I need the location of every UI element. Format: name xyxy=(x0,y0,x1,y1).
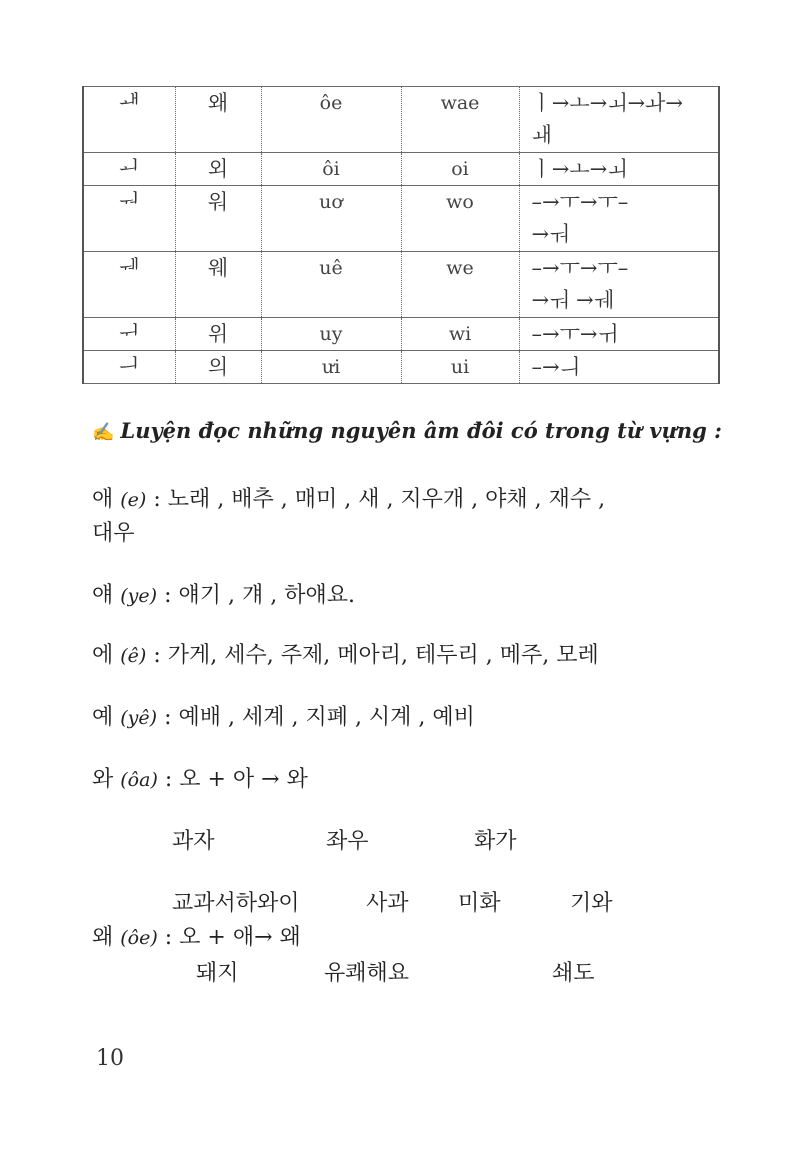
vietnamese-text: ôe xyxy=(319,92,343,114)
vietnamese-text: uê xyxy=(319,257,343,279)
vowel-text: ᅴ xyxy=(119,355,140,379)
vietnamese-text: uơ xyxy=(319,191,343,213)
stroke-steps-cell xyxy=(519,186,719,252)
example-text: 의 xyxy=(207,355,229,379)
vietnamese-text: ưi xyxy=(321,356,341,378)
wa-word: 과자 xyxy=(172,829,215,854)
stroke-steps-text: –→ㅢ xyxy=(531,355,580,379)
wae-word: 돼지 xyxy=(196,961,239,986)
example-words: : 오 + 아 → 와 xyxy=(164,767,308,792)
vowel-label: 왜 xyxy=(92,925,114,950)
romanization-text: wae xyxy=(440,92,480,114)
stroke-steps-cell xyxy=(519,153,719,186)
romanization: (yê) xyxy=(120,707,158,729)
romanization-cell xyxy=(401,186,519,252)
table-row xyxy=(83,318,719,351)
vowel-cell xyxy=(83,351,175,384)
vowel-cell xyxy=(83,186,175,252)
line-wae xyxy=(92,920,301,951)
stroke-steps-text: ㅣ→ㅗ→ㅚ xyxy=(531,157,628,181)
practice-heading xyxy=(92,418,732,443)
example-text: 웨 xyxy=(207,256,229,280)
romanization-cell xyxy=(401,318,519,351)
example-words: : 예배 , 세계 , 지폐 , 시계 , 예비 xyxy=(164,705,475,730)
stroke-steps-cell xyxy=(519,87,719,153)
romanization-text: ui xyxy=(450,356,470,378)
line-yae xyxy=(92,578,355,609)
line-ae xyxy=(92,482,605,513)
wae-word: 쇄도 xyxy=(552,961,595,986)
stroke-steps-text: –→ㅜ→ㅜ– →ㅝ xyxy=(531,190,629,246)
page-number: 10 xyxy=(96,1046,124,1071)
romanization-cell xyxy=(401,252,519,318)
line-e xyxy=(92,638,599,669)
line-ae-continued: 대우 xyxy=(92,521,135,546)
romanization-text: wi xyxy=(448,323,472,345)
stroke-steps-text: –→ㅜ→ㅜ– →ㅝ →ㅞ xyxy=(531,256,629,312)
example-words: : 노래 , 배추 , 매미 , 새 , 지우개 , 야채 , 재수 , xyxy=(153,487,606,512)
stroke-steps-cell xyxy=(519,351,719,384)
wa-word: 사과 xyxy=(366,891,409,916)
vietnamese-cell xyxy=(261,351,401,384)
romanization-cell xyxy=(401,351,519,384)
vowel-label: 와 xyxy=(92,767,114,792)
vowel-label: 애 xyxy=(92,487,114,512)
vowel-text: ᅯ xyxy=(119,190,140,214)
wa-word: 화가 xyxy=(474,829,517,854)
heading-text: Luyện đọc những nguyên âm đôi có trong từ vựng : xyxy=(120,418,722,443)
example-cell xyxy=(175,87,261,153)
romanization-cell xyxy=(401,153,519,186)
table-row xyxy=(83,186,719,252)
wa-word: 미화 xyxy=(458,891,501,916)
vietnamese-cell xyxy=(261,186,401,252)
vietnamese-cell xyxy=(261,318,401,351)
example-cell xyxy=(175,351,261,384)
romanization-text: wo xyxy=(446,191,474,213)
example-words: : 오 + 애→ 왜 xyxy=(164,925,301,950)
romanization: (ôa) xyxy=(120,769,158,791)
table-row xyxy=(83,351,719,384)
stroke-steps-text: –→ㅜ→ㅟ xyxy=(531,322,618,346)
romanization: (ê) xyxy=(120,645,147,667)
vietnamese-cell xyxy=(261,87,401,153)
stroke-steps-cell xyxy=(519,252,719,318)
vowel-cell xyxy=(83,252,175,318)
vietnamese-cell xyxy=(261,153,401,186)
romanization: (e) xyxy=(120,489,147,511)
wa-word: 교과서하와이 xyxy=(172,891,300,916)
line-wa xyxy=(92,762,308,793)
vietnamese-cell xyxy=(261,252,401,318)
vietnamese-text: uy xyxy=(319,323,343,345)
romanization-cell xyxy=(401,87,519,153)
vowel-text: ᅱ xyxy=(119,322,140,346)
table-row xyxy=(83,153,719,186)
example-cell xyxy=(175,318,261,351)
example-words: : 얘기 , 걔 , 하얘요. xyxy=(164,583,355,608)
example-words: : 가게, 세수, 주제, 메아리, 테두리 , 메주, 모레 xyxy=(153,643,599,668)
example-text: 외 xyxy=(207,157,229,181)
line-ye xyxy=(92,700,475,731)
vowel-text: ᅫ xyxy=(119,91,140,115)
vowel-text: ᅬ xyxy=(119,157,140,181)
wa-word: 좌우 xyxy=(326,829,369,854)
vowel-label: 에 xyxy=(92,643,114,668)
stroke-steps-cell xyxy=(519,318,719,351)
example-cell xyxy=(175,153,261,186)
pen-nib-icon: ✍ xyxy=(92,422,115,443)
romanization: (ôe) xyxy=(120,927,158,949)
wae-word: 유쾌해요 xyxy=(324,961,410,986)
table-row xyxy=(83,252,719,318)
vowel-cell xyxy=(83,318,175,351)
vowel-text: ᅰ xyxy=(119,256,140,280)
vowel-cell xyxy=(83,153,175,186)
vowel-label: 얘 xyxy=(92,583,114,608)
diphthong-table xyxy=(82,86,720,384)
romanization-text: we xyxy=(446,257,474,279)
romanization: (ye) xyxy=(120,585,158,607)
example-text: 위 xyxy=(207,322,229,346)
wa-word: 기와 xyxy=(570,891,613,916)
romanization-text: oi xyxy=(451,158,469,180)
vowel-cell xyxy=(83,87,175,153)
stroke-steps-text: ㅣ→ㅗ→ㅚ→ㅘ→ ㅙ xyxy=(531,91,684,147)
example-text: 워 xyxy=(207,190,229,214)
vowel-label: 예 xyxy=(92,705,114,730)
example-text: 왜 xyxy=(207,91,229,115)
example-cell xyxy=(175,186,261,252)
table-row xyxy=(83,87,719,153)
vietnamese-text: ôi xyxy=(322,158,340,180)
example-cell xyxy=(175,252,261,318)
